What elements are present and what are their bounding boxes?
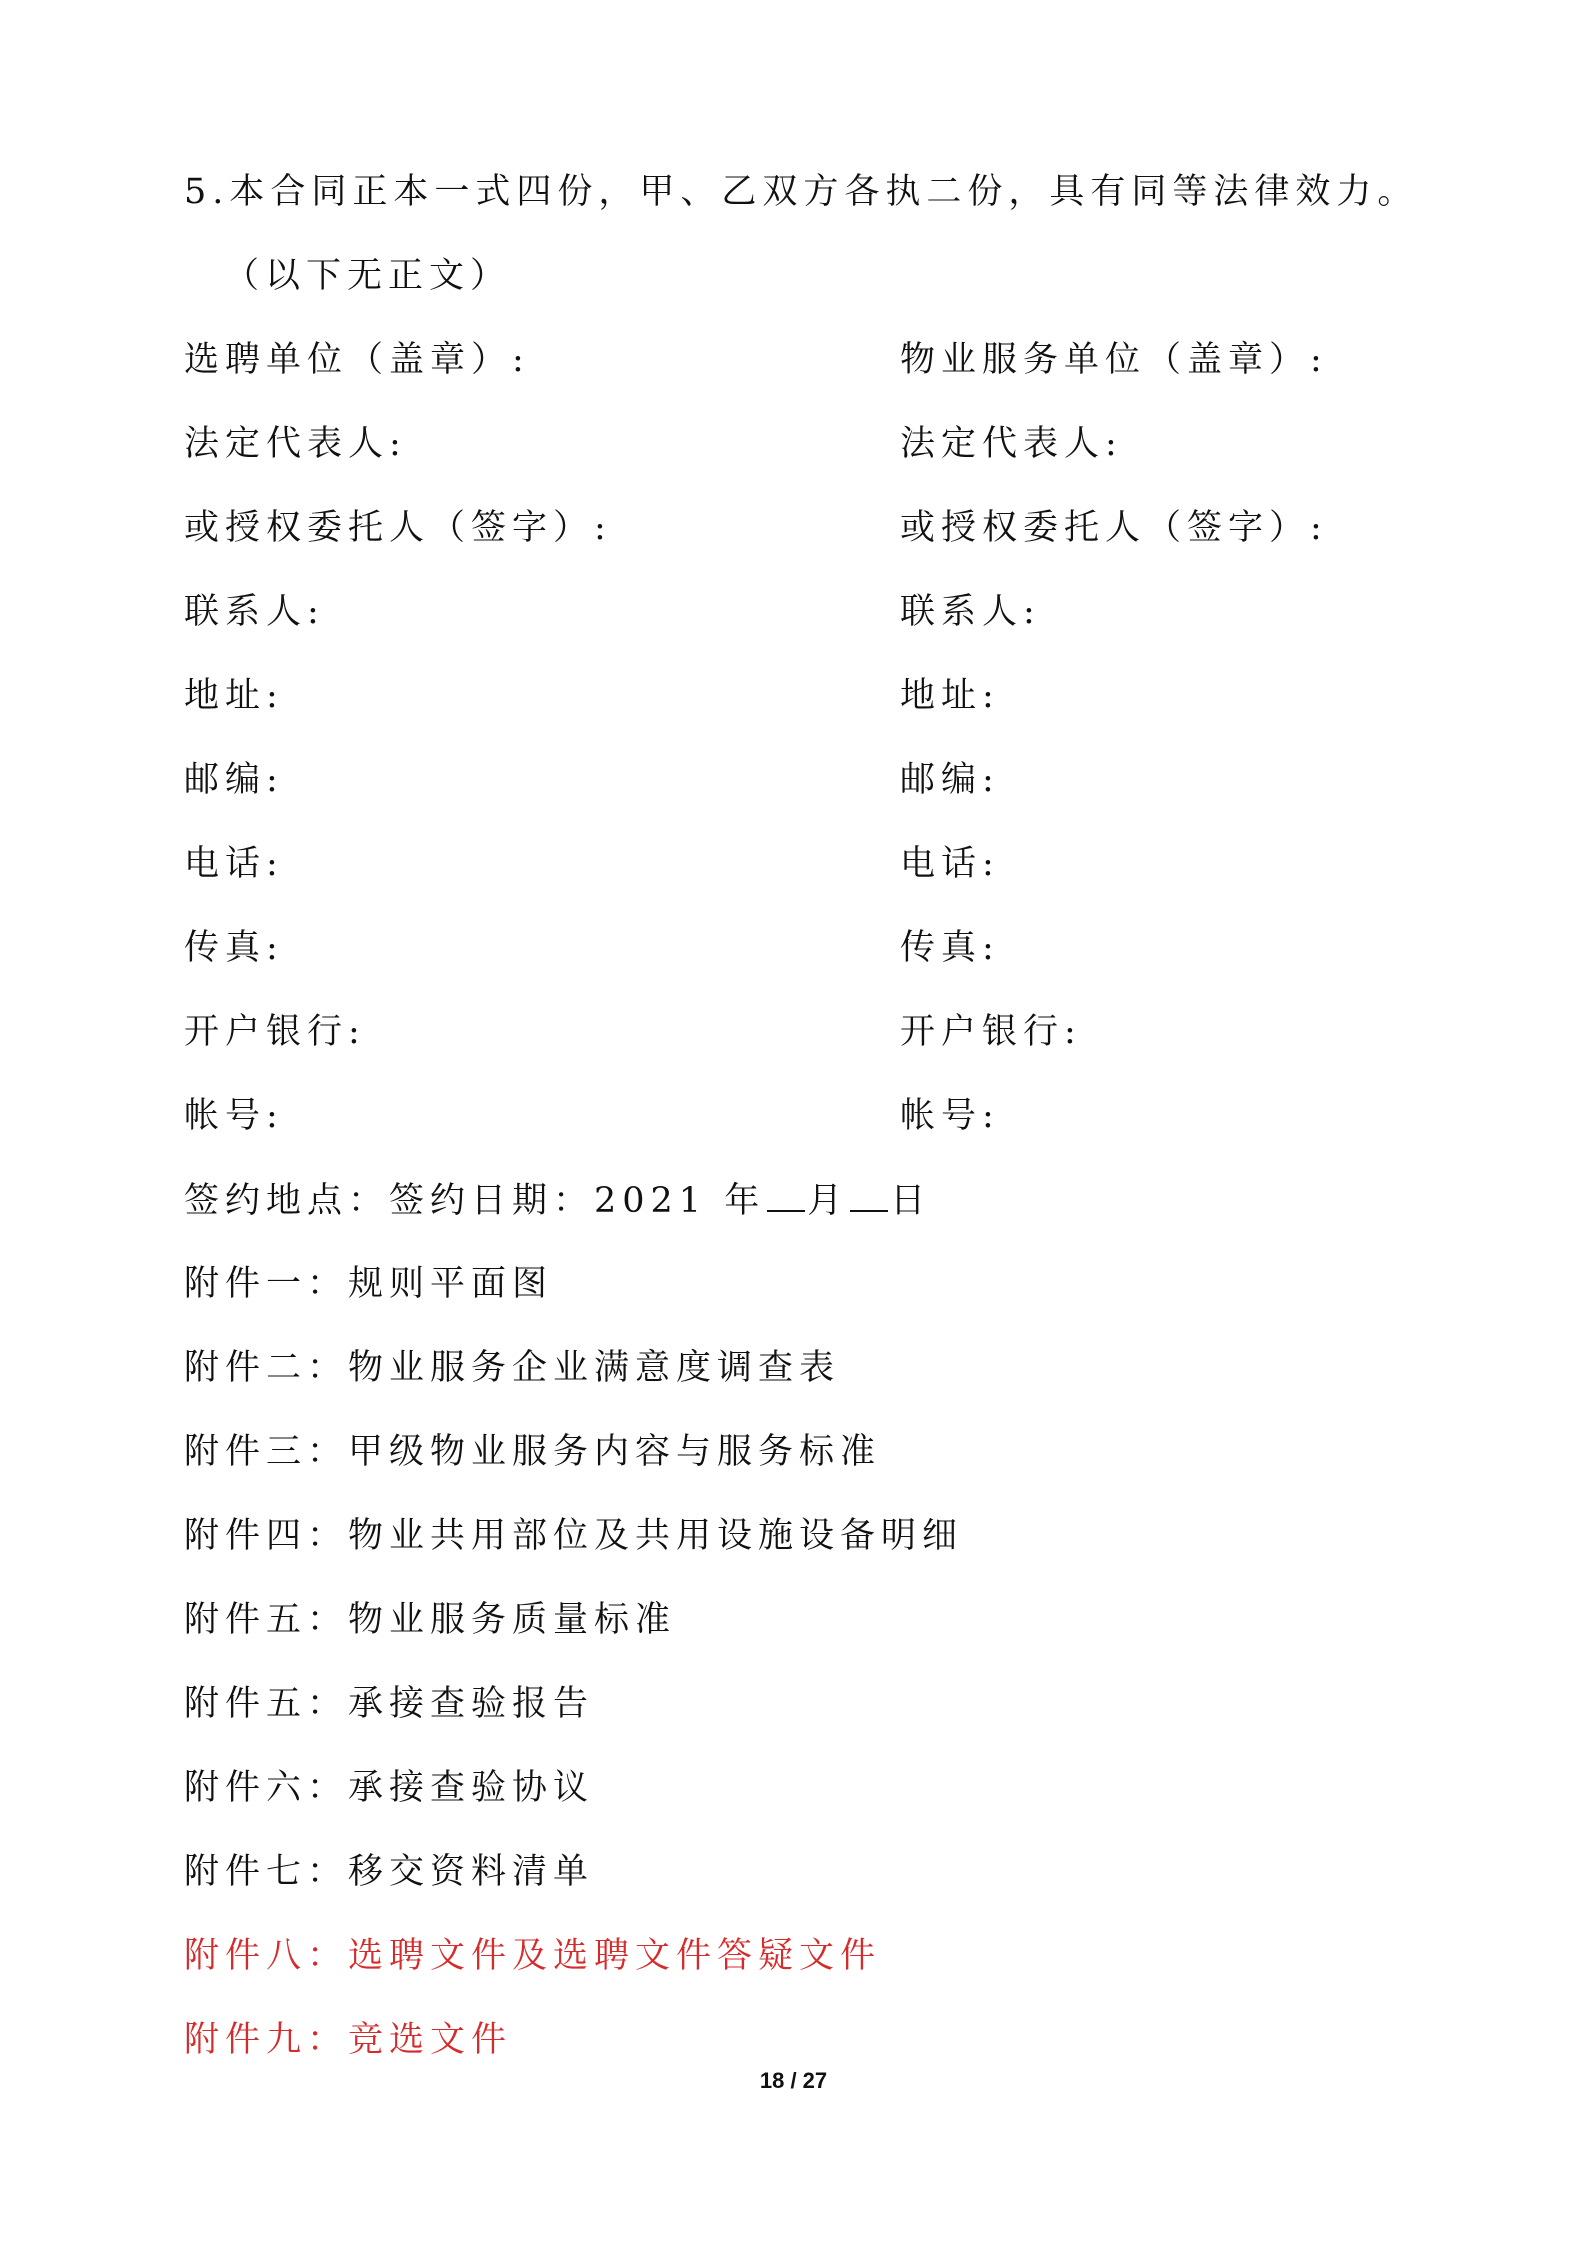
page-number: 18 / 27 <box>759 2068 828 2093</box>
party-b-agent-label: 或授权委托人（签字）: <box>900 508 1328 548</box>
attachment-9-highlighted: 附件九：竞选文件 <box>184 2020 513 2060</box>
attachment-5: 附件五：物业服务质量标准 <box>184 1600 677 1640</box>
attachment-3: 附件三：甲级物业服务内容与服务标准 <box>184 1432 882 1472</box>
party-b-account-label: 帐号: <box>900 1096 1000 1136</box>
party-a-postcode-label: 邮编: <box>184 760 284 800</box>
attachment-4: 附件四：物业共用部位及共用设施设备明细 <box>184 1516 964 1556</box>
party-a-contact-label: 联系人: <box>184 592 325 632</box>
party-b-bank-label: 开户银行: <box>900 1012 1082 1052</box>
party-b-address-label: 地址: <box>900 676 1000 716</box>
attachment-8-highlighted: 附件八：选聘文件及选聘文件答疑文件 <box>184 1936 882 1976</box>
clause-5: 5.本合同正本一式四份，甲、乙双方各执二份，具有同等法律效力。 <box>184 172 1419 212</box>
month-label: 月 <box>807 1181 849 1221</box>
party-a-agent-label: 或授权委托人（签字）: <box>184 508 612 548</box>
party-b-unit-label: 物业服务单位（盖章）: <box>900 340 1328 380</box>
party-a-address-label: 地址: <box>184 676 284 716</box>
party-a-legal-rep-label: 法定代表人: <box>184 424 407 464</box>
attachment-1: 附件一：规则平面图 <box>184 1264 554 1304</box>
day-label: 日 <box>890 1181 932 1221</box>
party-a-account-label: 帐号: <box>184 1096 284 1136</box>
attachment-6: 附件六：承接查验协议 <box>184 1768 595 1808</box>
signing-prefix: 签约地点：签约日期：2021 年 <box>184 1181 766 1221</box>
day-blank <box>850 1178 888 1212</box>
party-a-phone-label: 电话: <box>184 844 284 884</box>
no-more-text-note: （以下无正文） <box>224 256 512 296</box>
party-a-unit-label: 选聘单位（盖章）: <box>184 340 530 380</box>
party-a-fax-label: 传真: <box>184 928 284 968</box>
party-b-contact-label: 联系人: <box>900 592 1041 632</box>
party-b-postcode-label: 邮编: <box>900 760 1000 800</box>
month-blank <box>767 1178 805 1212</box>
party-b-fax-label: 传真: <box>900 928 1000 968</box>
party-a-bank-label: 开户银行: <box>184 1012 366 1052</box>
attachment-2: 附件二：物业服务企业满意度调查表 <box>184 1348 841 1388</box>
party-b-legal-rep-label: 法定代表人: <box>900 424 1123 464</box>
attachment-5b: 附件五：承接查验报告 <box>184 1684 595 1724</box>
signing-line <box>184 1178 931 1223</box>
attachment-7: 附件七：移交资料清单 <box>184 1852 595 1892</box>
party-b-phone-label: 电话: <box>900 844 1000 884</box>
